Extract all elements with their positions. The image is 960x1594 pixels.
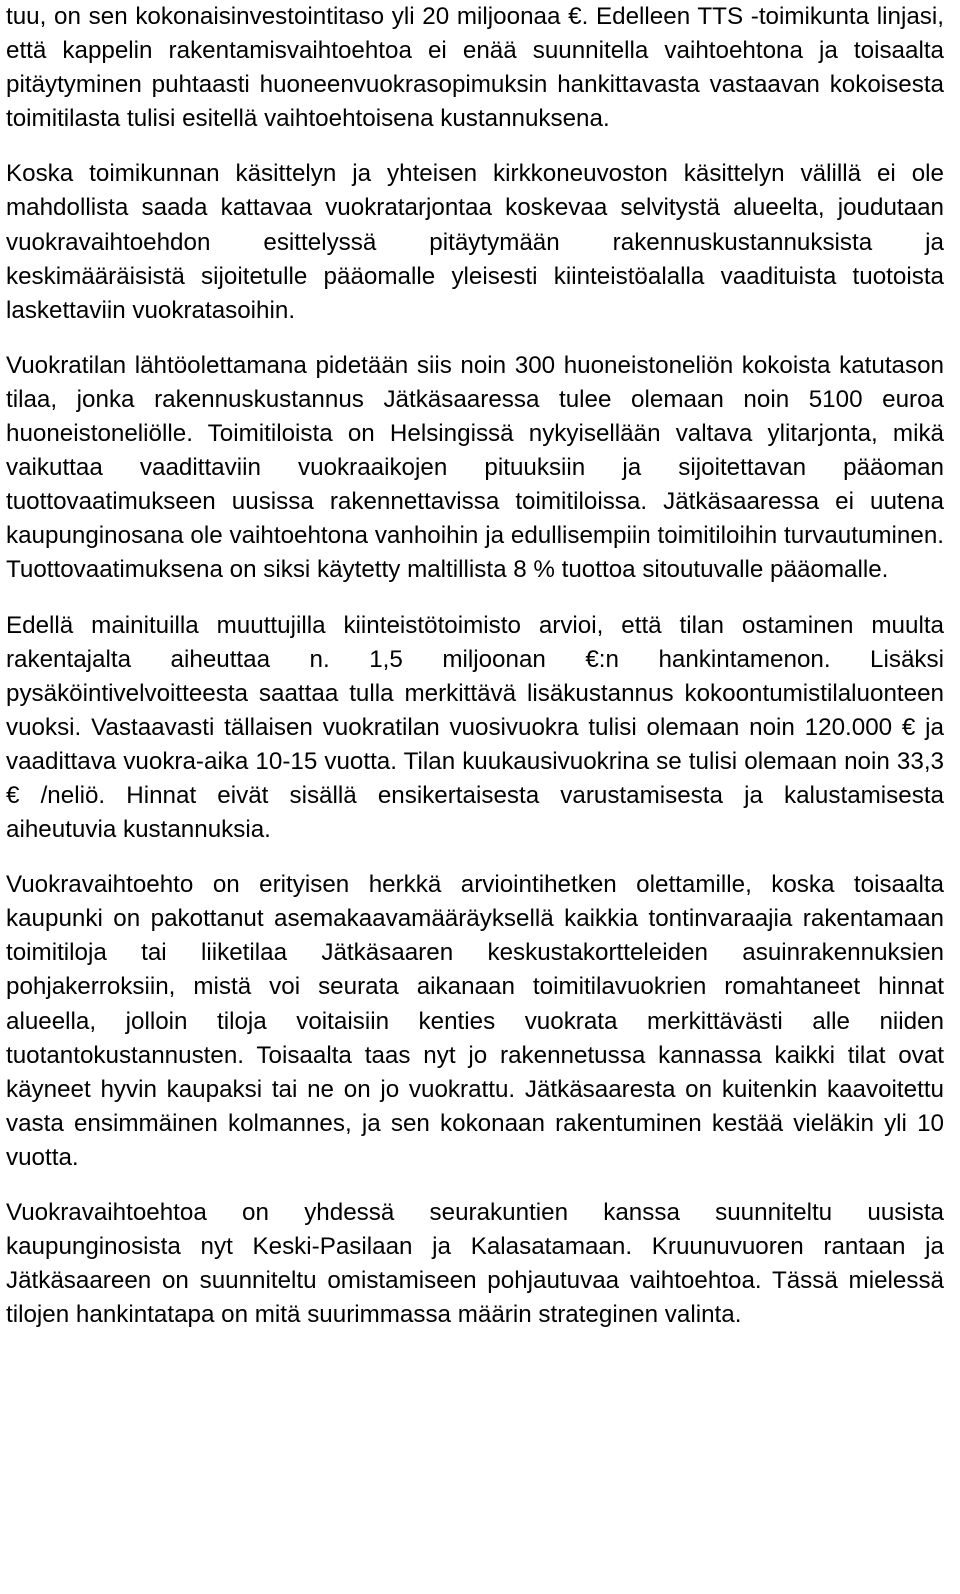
paragraph-2: Koska toimikunnan käsittelyn ja yhteisen kirkkoneuvoston käsittelyn välillä ei ole mahdollista saada kattavaa vuokratarjontaa koskevaa selvitystä alueelta, joudutaan vuokravaihtoehdon esittelyssä pitäytymään rakennuskustannuksista ja keskimääräisistä sijoitetulle pääomalle yleisesti kiinteistöalalla vaadituista tuotoista laskettaviin vuokratasoihin. xyxy=(6,160,944,324)
document-page xyxy=(6,0,944,1332)
paragraph-1: tuu, on sen kokonaisinvestointitaso yli 20 miljoonaa €. Edelleen TTS -toimikunta linjasi, että kappelin rakentamisvaihtoehtoa ei enää suunnitella vaihtoehtona ja toisaalta pitäytyminen puhtaasti huoneenvuokrasopimuksin hankittavasta vastaavan kokoisesta toimitilasta tulisi esitellä vaihtoehtoisena kustannuksena. xyxy=(6,3,944,133)
paragraph-6: Vuokravaihtoehtoa on yhdessä seurakuntien kanssa suunniteltu uusista kaupunginosista nyt Keski-Pasilaan ja Kalasatamaan. Kruunuvuoren rantaan ja Jätkäsaareen on suunniteltu omistamiseen pohjautuvaa vaihtoehtoa. Tässä mielessä tilojen hankintatapa on mitä suurimmassa määrin strateginen valinta. xyxy=(6,1199,944,1329)
paragraph-3: Vuokratilan lähtöolettamana pidetään siis noin 300 huoneistoneliön kokoista katutason tilaa, jonka rakennuskustannus Jätkäsaaressa tulee olemaan noin 5100 euroa huoneistoneliölle. Toimitiloista on Helsingissä nykyisellään valtava ylitarjonta, mikä vaikuttaa vaadittaviin vuokraaikojen pituuksiin ja sijoitettavan pääoman tuottovaatimukseen uusissa rakennettavissa toimitiloissa. Jätkäsaaressa ei uutena kaupunginosana ole vaihtoehtona vanhoihin ja edullisempiin toimitiloihin turvautuminen. Tuottovaatimuksena on siksi käytetty maltillista 8 % tuottoa sitoutuvalle pääomalle. xyxy=(6,351,944,584)
paragraph-4: Edellä mainituilla muuttujilla kiinteistötoimisto arvioi, että tilan ostaminen muulta rakentajalta aiheuttaa n. 1,5 miljoonan €:n hankintamenon. Lisäksi pysäköintivelvoitteesta saattaa tulla merkittävä lisäkustannus kokoontumistilaluonteen vuoksi. Vastaavasti tällaisen vuokratilan vuosivuokra tulisi olemaan noin 120.000 € ja vaadittava vuokra-aika 10-15 vuotta. Tilan kuukausivuokrina se tulisi olemaan noin 33,3 € /neliö. Hinnat eivät sisällä ensikertaisesta varustamisesta ja kalustamisesta aiheutuvia kustannuksia. xyxy=(6,611,944,844)
paragraph-5: Vuokravaihtoehto on erityisen herkkä arviointihetken olettamille, koska toisaalta kaupunki on pakottanut asemakaavamääräyksellä kaikkia tontinvaraajia rakentamaan toimitiloja tai liiketilaa Jätkäsaaren keskustakortteleiden asuinrakennuksien pohjakerroksiin, mistä voi seurata aikanaan toimitilavuokrien romahtaneet hinnat alueella, jolloin tiloja voitaisiin kenties vuokrata merkittävästi alle niiden tuotantokustannusten. Toisaalta taas nyt jo rakennetussa kannassa kaikki tilat ovat käyneet hyvin kaupaksi tai ne on jo vuokrattu. Jätkäsaaresta on kuitenkin kaavoitettu vasta ensimmäinen kolmannes, ja sen kokonaan rakentuminen kestää vieläkin yli 10 vuotta. xyxy=(6,871,944,1171)
